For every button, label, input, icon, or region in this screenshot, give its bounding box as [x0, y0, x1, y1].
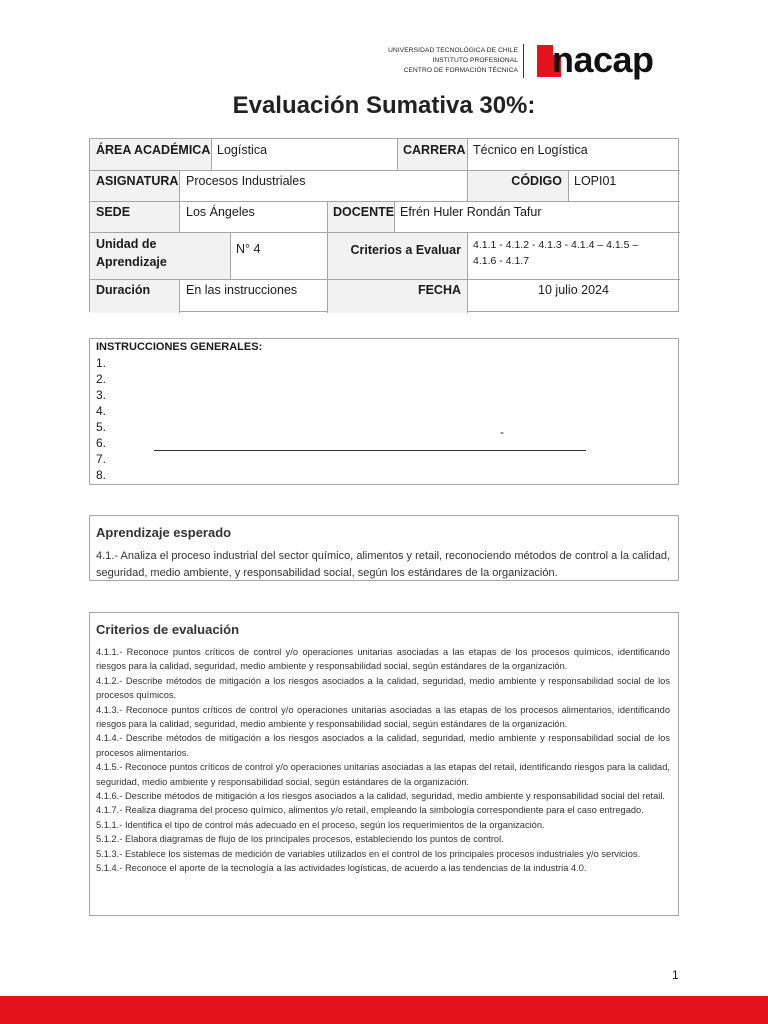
fecha-value: 10 julio 2024 — [538, 283, 609, 297]
sede-value: Los Ángeles — [186, 205, 255, 219]
docente-value: Efrén Huler Rondán Tafur — [400, 205, 542, 219]
page-number: 1 — [672, 968, 679, 982]
aprendizaje-title: Aprendizaje esperado — [96, 525, 232, 540]
instruction-item: 8. — [96, 468, 107, 482]
area-label: ÁREA ACADÉMICA — [96, 143, 211, 157]
aprendizaje-text: 4.1.- Analiza el proceso industrial del sector químico, alimentos y retail, reconociendo métodos de control a la calidad, seguridad, medio ambiente, y responsabilidad social, según los estándares de la organización. — [96, 550, 670, 579]
instruction-item: 5. — [96, 420, 107, 434]
unidad-label: Unidad de Aprendizaje — [96, 237, 167, 269]
criterio-item: 5.1.2.- Elabora diagramas de flujo de los principales procesos, estableciendo los puntos de control. — [96, 834, 504, 845]
header-divider — [523, 44, 524, 78]
criterio-item: 5.1.4.- Reconoce el aporte de la tecnología a las actividades logísticas, de acuerdo a las tendencias de la industria 4.0. — [96, 863, 587, 874]
criterio-item: 5.1.1.- Identifica el tipo de control más adecuado en el proceso, según los requerimientos de la organización. — [96, 819, 545, 830]
institution-text: UNIVERSIDAD TECNOLÓGICA DE CHILE INSTITUTO PROFESIONAL CENTRO DE FORMACIÓN TÉCNICA — [388, 47, 518, 74]
instructions-title: INSTRUCCIONES GENERALES: — [96, 341, 263, 353]
inacap-logo-text: nacap — [552, 39, 654, 80]
instruction-item: 6. — [96, 436, 107, 450]
docente-label: DOCENTE — [333, 205, 395, 219]
instruction-item: 4. — [96, 404, 107, 418]
criterios-title: Criterios de evaluación — [96, 622, 240, 637]
instructions-box — [89, 338, 679, 485]
criterio-item: 4.1.3.- Reconoce puntos críticos de control y/o operaciones unitarias asociadas a las etapas de los procesos alimentarios, identificando riesgos para la calidad, seguridad, medio ambiente y responsabilidad social, según estándares de la organización. — [96, 704, 670, 730]
carrera-value: Técnico en Logística — [473, 143, 588, 157]
footer-bar — [0, 996, 768, 1024]
unidad-value: N° 4 — [236, 242, 261, 256]
criterios-list — [96, 645, 670, 876]
carrera-label: CARRERA — [403, 143, 466, 157]
signature-line — [154, 450, 586, 451]
criterio-item: 4.1.2.- Describe métodos de mitigación a los riesgos asociados a la calidad, seguridad, medio ambiente y responsabilidad social de los procesos químicos. — [96, 675, 670, 701]
asignatura-value: Procesos Industriales — [186, 174, 306, 188]
duracion-value: En las instrucciones — [186, 283, 298, 297]
fecha-label: FECHA — [417, 283, 461, 297]
info-table — [89, 138, 679, 312]
codigo-value: LOPI01 — [574, 174, 617, 188]
criterio-item: 5.1.3.- Establece los sistemas de medición de variables utilizados en el control de los principales procesos industriales y/o servicios. — [96, 848, 641, 859]
criterio-item: 4.1.6.- Describe métodos de mitigación a los riesgos asociados a la calidad, seguridad, medio ambiente y responsabilidad social del retail. — [96, 791, 665, 802]
sede-label: SEDE — [96, 205, 131, 219]
instruction-item: 3. — [96, 388, 107, 402]
instruction-item: 1. — [96, 356, 107, 370]
aprendizaje-box — [89, 515, 679, 581]
criterios-box — [89, 612, 679, 916]
asignatura-label: ASIGNATURA — [96, 174, 179, 188]
page-title: Evaluación Sumativa 30%: — [232, 92, 536, 119]
instruction-dash: - — [500, 425, 504, 439]
criterio-item: 4.1.4.- Describe métodos de mitigación a los riesgos asociados a la calidad, seguridad, medio ambiente y responsabilidad social de los procesos alimentarios. — [96, 733, 670, 758]
codigo-label: CÓDIGO — [511, 174, 562, 188]
area-value: Logística — [217, 143, 268, 157]
instruction-item: 2. — [96, 372, 107, 386]
criterio-item: 4.1.7.- Realiza diagrama del proceso químico, alimentos y/o retail, empleando la simbología correspondiente para el caso entregado. — [96, 805, 644, 816]
duracion-label: Duración — [96, 283, 151, 297]
instruction-item: 7. — [96, 452, 107, 466]
criterio-item: 4.1.1.- Reconoce puntos críticos de control y/o operaciones unitarias asociadas a las etapas de los procesos químicos, identificando riesgos para la calidad, seguridad, medio ambiente y responsabilidad social, según estándares de la organización. — [96, 647, 670, 672]
criterios-value: 4.1.1 - 4.1.2 - 4.1.3 - 4.1.4 – 4.1.5 – 4.1.6 - 4.1.7 — [473, 239, 639, 267]
criterio-item: 4.1.5.- Reconoce puntos críticos de control y/o operaciones unitarias asociadas a las etapas del retail, identificando riesgos para la calidad, seguridad, medio ambiente y responsabilidad social, según estándares de la organización. — [96, 762, 670, 787]
criterios-label: Criterios a Evaluar — [350, 243, 461, 257]
